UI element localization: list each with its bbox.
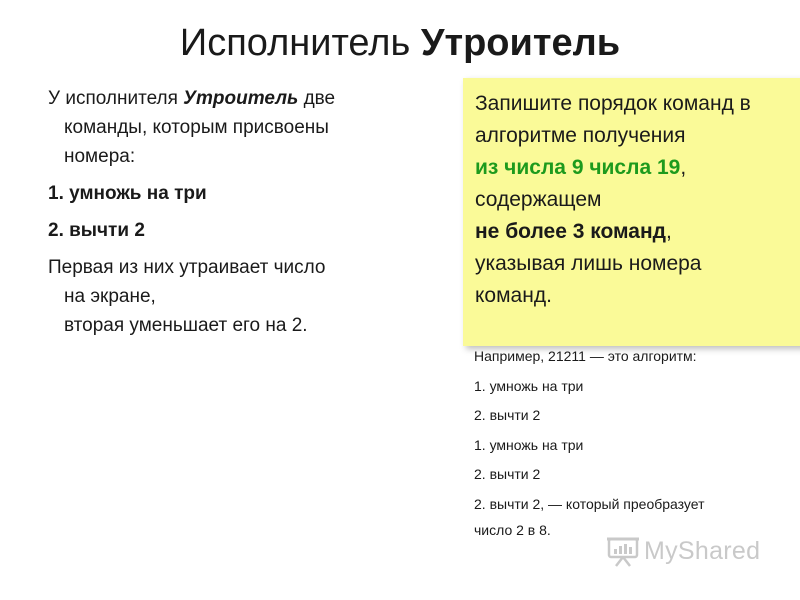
example-intro: Например, 21211 — это алгоритм: xyxy=(474,348,697,364)
intro-cont-2: номера: xyxy=(64,146,136,167)
task-comma: , xyxy=(680,156,687,179)
example-line-4: 2. вычти 2 xyxy=(474,466,541,482)
command-1: 1. умножь на три xyxy=(48,183,207,204)
intro-paragraph xyxy=(48,84,438,171)
task-comma-2: , xyxy=(665,220,672,243)
task-line-6: указывая лишь номера xyxy=(475,252,702,275)
desc-line-1: Первая из них утраивает число xyxy=(48,257,326,278)
task-numbers: из числа 9 числа 19 xyxy=(475,156,681,179)
example-last-2: число 2 в 8. xyxy=(474,522,551,538)
task-box xyxy=(463,78,800,346)
task-line-2: алгоритме получения xyxy=(475,124,686,147)
intro-executor-name: Утроитель xyxy=(183,88,299,109)
example-last-1: 2. вычти 2, — который преобразует xyxy=(474,495,705,512)
example-line-3: 1. умножь на три xyxy=(474,436,584,453)
intro-cont-1: команды, которым присвоены xyxy=(64,117,329,138)
example-line-1: 1. умножь на три xyxy=(474,377,584,394)
presentation-board-icon xyxy=(606,535,640,567)
command-2: 2. вычти 2 xyxy=(48,220,145,241)
watermark xyxy=(606,535,760,567)
task-limit: не более 3 команд xyxy=(475,220,666,243)
desc-line-3: вторая уменьшает его на 2. xyxy=(64,315,308,336)
commands-description xyxy=(48,253,438,340)
task-line-7: команд. xyxy=(475,284,552,307)
title-normal: Исполнитель xyxy=(179,22,421,64)
title-bold: Утроитель xyxy=(420,22,621,64)
task-line-1: Запишите порядок команд в xyxy=(475,92,751,115)
intro-prefix: У исполнителя xyxy=(48,88,184,109)
task-line-4: содержащем xyxy=(475,188,602,211)
description-block xyxy=(48,84,438,348)
example-block xyxy=(474,342,794,541)
watermark-text: MyShared xyxy=(644,536,761,565)
intro-suffix: две xyxy=(298,88,336,109)
desc-line-2: на экране, xyxy=(64,286,156,307)
example-line-2: 2. вычти 2 xyxy=(474,407,541,423)
slide-title xyxy=(0,22,800,65)
